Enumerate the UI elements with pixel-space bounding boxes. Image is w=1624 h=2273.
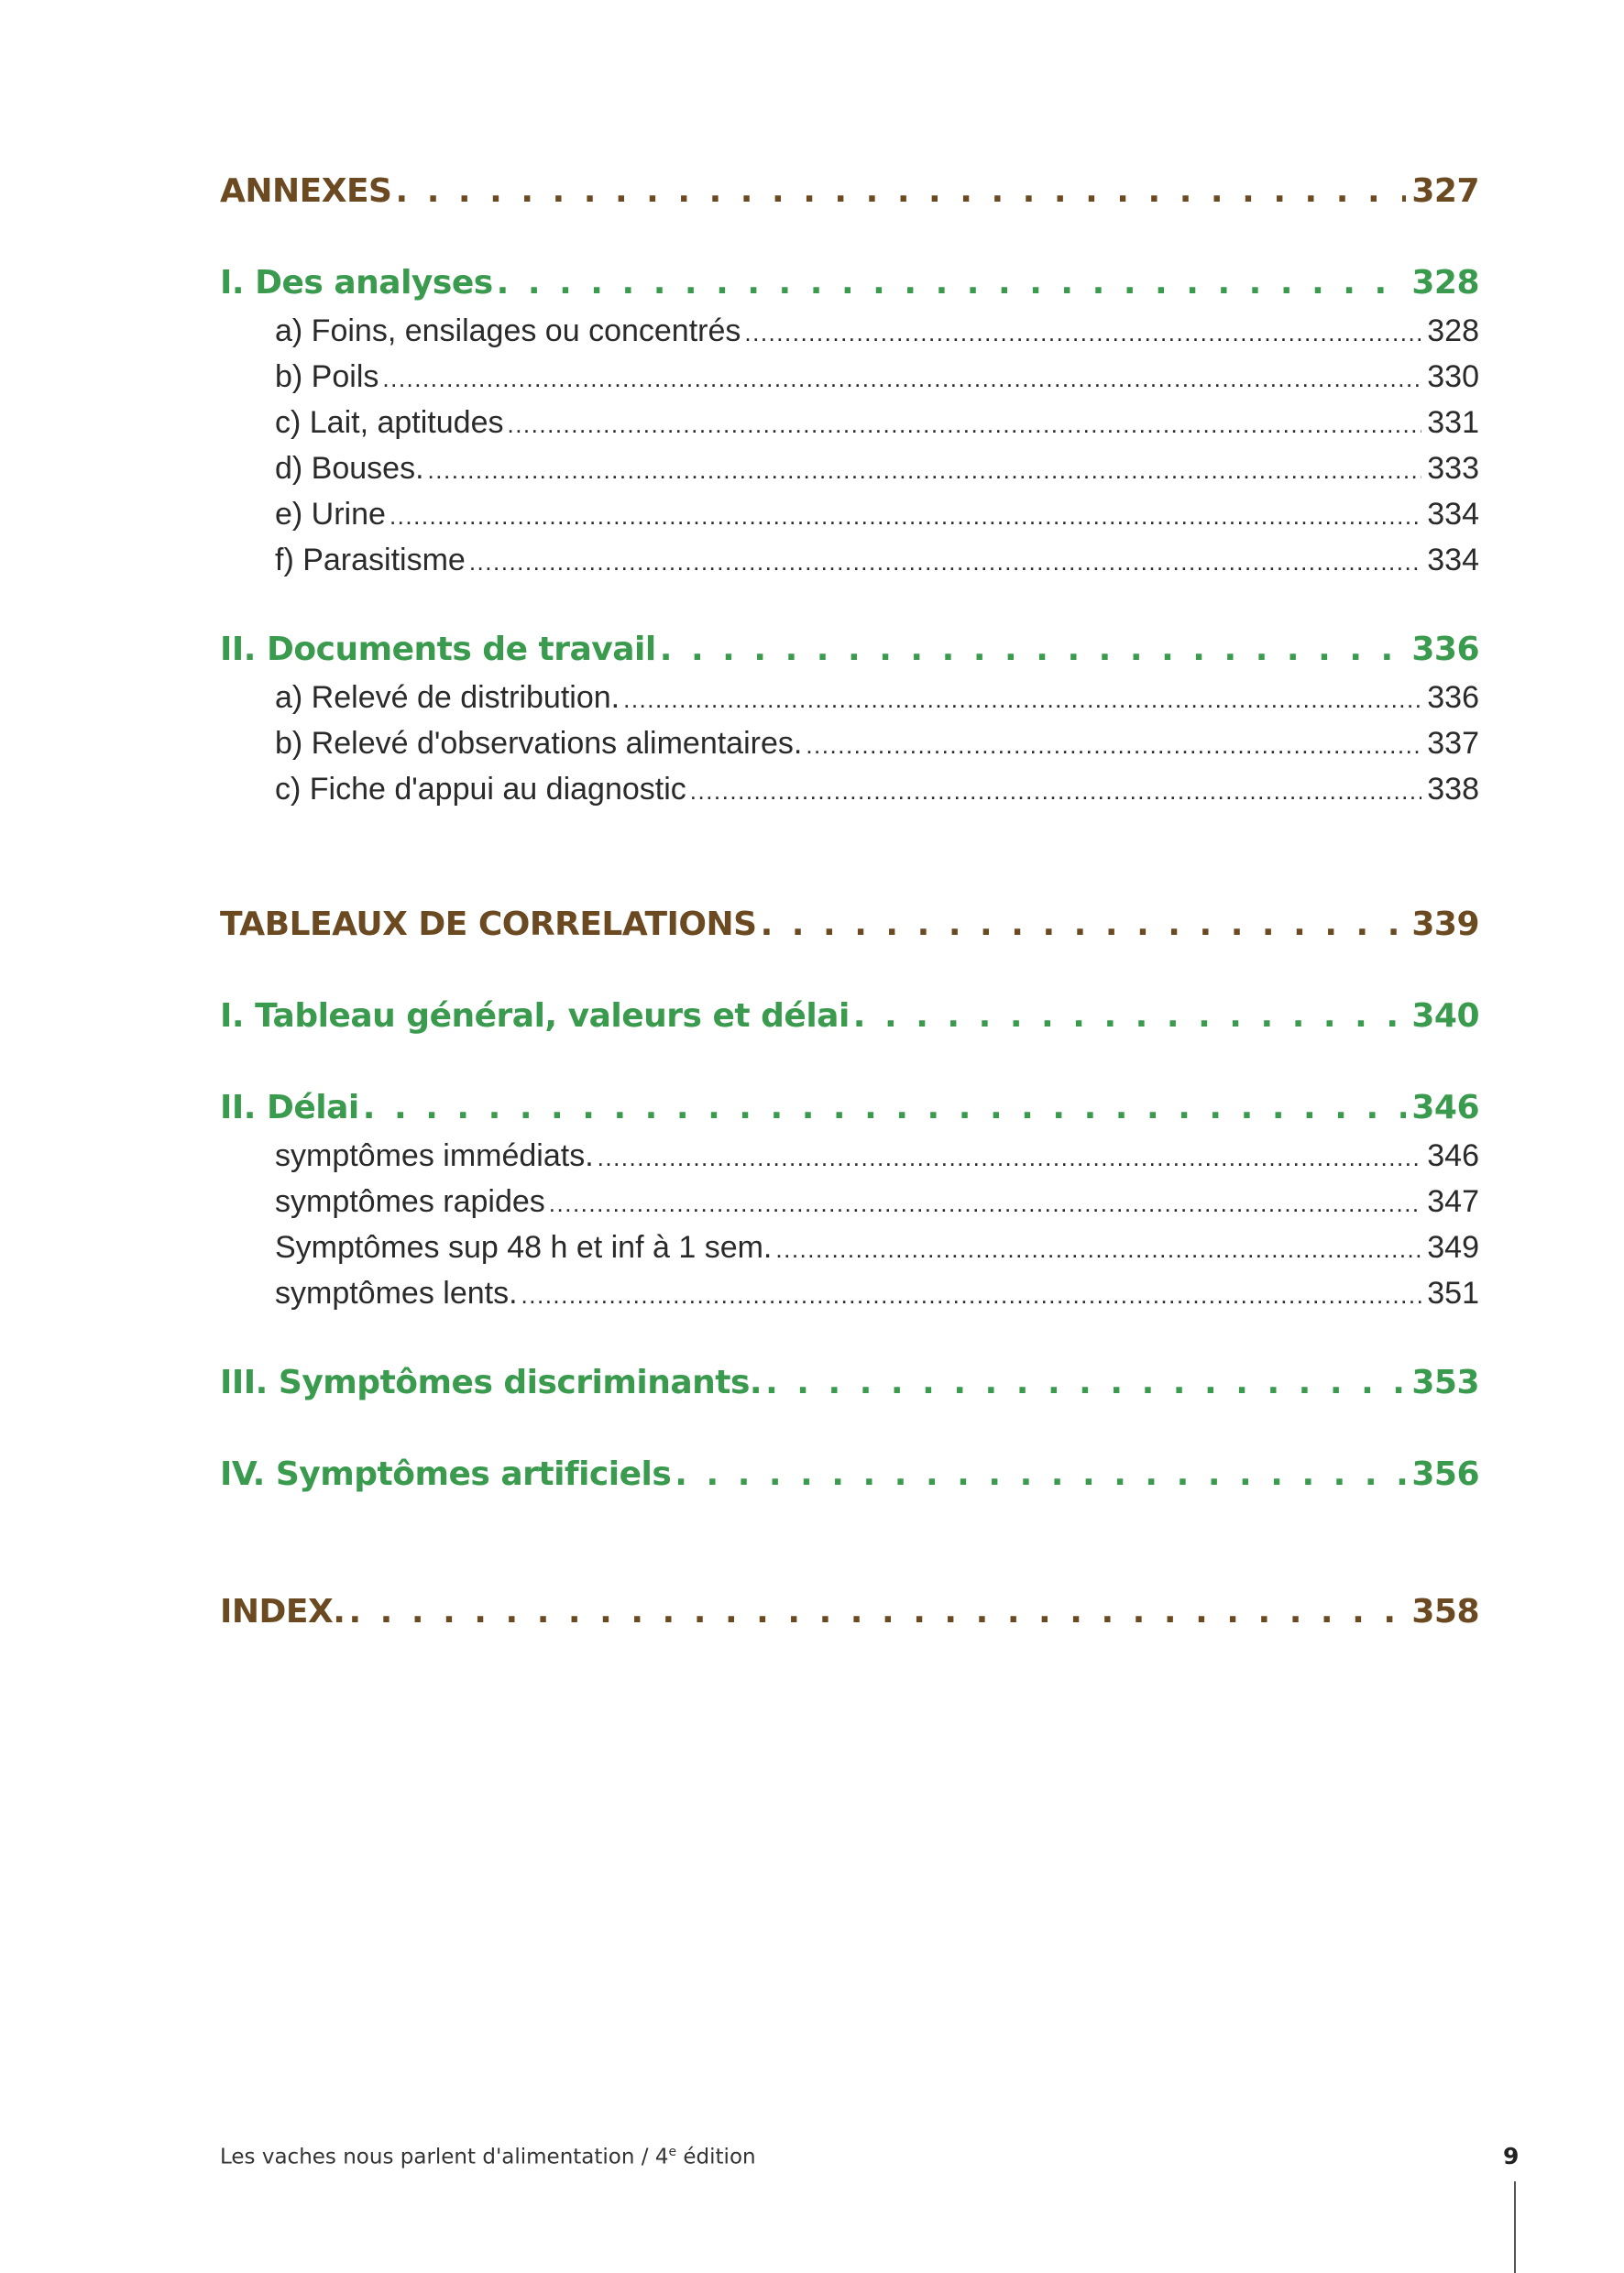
toc-entry-page: 336 [1411,631,1479,668]
toc-entry-label: c) Lait, aptitudes [275,405,504,440]
toc-entry-page: 331 [1427,405,1479,440]
footer-book-title [220,2145,756,2169]
toc-entry-foins [220,313,1479,349]
toc-entry-label: Symptômes sup 48 h et inf à 1 sem. [275,1230,773,1265]
toc-entry-page: 338 [1427,772,1479,807]
toc-entry-label: TABLEAUX DE CORRELATIONS [220,906,757,943]
toc-entry-index [220,1593,1479,1631]
toc-entry-symptomes-lents [220,1276,1479,1312]
toc-entry-page: 349 [1427,1230,1479,1265]
toc-entry-label: b) Poils [275,359,379,394]
toc-entry-label: III. Symptômes discriminants. [220,1364,763,1401]
dot-leader [363,1089,1407,1126]
toc-entry-releve-distribution [220,680,1479,716]
dot-leader [660,631,1407,668]
toc-entry-label: symptômes immédiats. [275,1138,594,1173]
toc-entry-label: symptômes lents. [275,1276,518,1311]
toc-entry-page: 333 [1427,451,1479,486]
toc-entry-lait [220,405,1479,441]
toc-entry-page: 337 [1427,726,1479,761]
toc-entry-page: 334 [1427,497,1479,532]
toc-entry-documents-de-travail [220,631,1479,668]
toc-entry-page: 346 [1411,1089,1479,1126]
toc-entry-page: 336 [1427,680,1479,715]
footer-edition-superscript: e [668,2145,677,2159]
toc-entry-page: 328 [1411,264,1479,302]
dot-leader [765,1364,1406,1401]
toc-entry-page: 328 [1427,313,1479,348]
dot-leader [775,1230,1421,1266]
toc-entry-symptomes-48h [220,1230,1479,1266]
toc-entry-bouses [220,451,1479,487]
footer-title-text: Les vaches nous parlent d'alimentation / 4 [220,2145,669,2169]
toc-entry-label: d) Bouses. [275,451,424,486]
toc-entry-label: I. Des analyses [220,264,493,302]
dot-leader [744,313,1421,349]
dot-leader [390,497,1421,533]
toc-entry-page: 330 [1427,359,1479,394]
toc-entry-page: 347 [1427,1184,1479,1219]
dot-leader [382,359,1421,395]
toc-entry-fiche-appui [220,772,1479,807]
toc-entry-annexes [220,172,1479,210]
toc-entry-label: b) Relevé d'observations alimentaires. [275,726,803,761]
toc-entry-label: c) Fiche d'appui au diagnostic [275,772,686,807]
dot-leader [853,997,1407,1035]
dot-leader [521,1276,1422,1312]
dot-leader [690,772,1422,807]
toc-entry-parasitisme [220,543,1479,578]
toc-entry-symptomes-artificiels [220,1455,1479,1493]
toc-entry-label: e) Urine [275,497,386,532]
toc-entry-page: 351 [1427,1276,1479,1311]
dot-leader [806,726,1421,762]
dot-leader [497,264,1407,302]
toc-entry-des-analyses [220,264,1479,302]
dot-leader [348,1593,1406,1631]
dot-leader [549,1184,1421,1220]
toc-entry-page: 339 [1411,906,1479,943]
toc-entry-label: symptômes rapides [275,1184,545,1219]
toc-entry-label: IV. Symptômes artificiels [220,1455,672,1493]
dot-leader [396,172,1407,210]
dot-leader [623,680,1421,716]
toc-entry-label: f) Parasitisme [275,543,466,577]
toc-entry-page: 334 [1427,543,1479,577]
toc-entry-label: II. Documents de travail [220,631,656,668]
toc-entry-tableaux-correlations [220,906,1479,943]
toc-entry-symptomes-immediats [220,1138,1479,1174]
toc-entry-label: I. Tableau général, valeurs et délai [220,997,850,1035]
toc-entry-symptomes-rapides [220,1184,1479,1220]
toc-entry-page: 356 [1411,1455,1479,1493]
toc-entry-label: ANNEXES [220,172,392,210]
dot-leader [428,451,1422,487]
dot-leader [507,405,1421,441]
toc-entry-page: 340 [1411,997,1479,1035]
toc-entry-poils [220,359,1479,395]
toc-entry-page: 358 [1411,1593,1479,1631]
toc-entry-label: a) Relevé de distribution. [275,680,620,715]
toc-entry-urine [220,497,1479,533]
toc-entry-page: 346 [1427,1138,1479,1173]
dot-leader [675,1455,1406,1493]
toc-entry-label: INDEX. [220,1593,346,1631]
toc-entry-symptomes-discriminants [220,1364,1479,1401]
footer-vertical-rule [1514,2181,1516,2273]
toc-entry-label: II. Délai [220,1089,359,1126]
toc-entry-releve-observations [220,726,1479,762]
dot-leader [598,1138,1422,1174]
dot-leader [761,906,1407,943]
footer-edition-word: édition [676,2145,756,2169]
toc-entry-tableau-general [220,997,1479,1035]
toc-entry-page: 353 [1411,1364,1479,1401]
dot-leader [469,543,1421,578]
toc-entry-page: 327 [1411,172,1479,210]
toc-entry-label: a) Foins, ensilages ou concentrés [275,313,741,348]
page-number: 9 [1503,2143,1520,2169]
toc-entry-delai [220,1089,1479,1126]
